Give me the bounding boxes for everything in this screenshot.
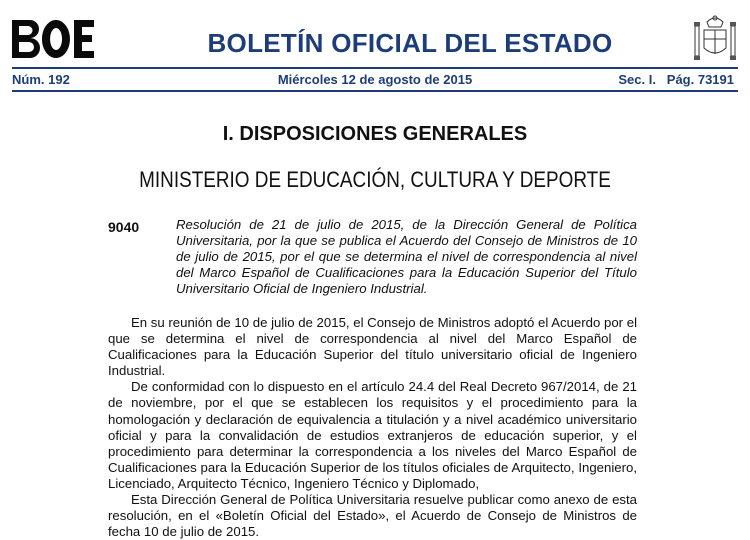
issue-number: Núm. 192 bbox=[12, 72, 70, 87]
header-rule-bottom bbox=[12, 90, 738, 92]
issue-date: Miércoles 12 de agosto de 2015 bbox=[277, 72, 473, 87]
section-page: Sec. I. Pág. 73191 bbox=[618, 72, 734, 87]
body-paragraph: De conformidad con lo dispuesto en el artículo 24.4 del Real Decreto 967/2014, de 21 de noviembre, por el que se establecen los requisitos y el procedimiento para la homologación y declaración de equivalencia a titulación y a nivel académico universitario oficial y para la convalidación de estudios extranjeros de educación superior, y el procedimiento para determinar la correspondencia a los niveles del Marco Español de Cualificaciones para la Educación Superior de los títulos oficiales de Arquitecto, Ingeniero, Licenciado, Arquitecto Técnico, Ingeniero Técnico y Diplomado, bbox=[108, 379, 637, 491]
ministry-title: MINISTERIO DE EDUCACIÓN, CULTURA Y DEPORTE bbox=[139, 167, 611, 192]
body-paragraph: En su reunión de 10 de julio de 2015, el Consejo de Ministros adoptó el Acuerdo por el que se determina el nivel de correspondencia al nivel del Marco Español de Cualificaciones para la Educación Superior del título universitario oficial de Ingeniero Industrial. bbox=[108, 315, 637, 379]
section-title: I. DISPOSICIONES GENERALES bbox=[222, 123, 528, 145]
entry-number: 9040 bbox=[108, 219, 140, 235]
body-paragraph: Esta Dirección General de Política Universitaria resuelve publicar como anexo de esta resolución, en el «Boletín Oficial del Estado», el Acuerdo de Consejo de Ministros de fecha 10 de julio de 2015. bbox=[108, 492, 637, 540]
entry-summary: Resolución de 21 de julio de 2015, de la Dirección General de Política Universitaria, por la que se publica el Acuerdo del Consejo de Ministros de 10 de julio de 2015, por el que se determina el nivel de correspondencia al nivel del Marco Español de Cualificaciones para la Educación Superior del Título Universitario Oficial de Ingeniero Industrial. bbox=[176, 217, 637, 296]
header-rule-top bbox=[12, 67, 738, 69]
entry-body bbox=[108, 315, 637, 540]
coat-of-arms-icon bbox=[692, 14, 738, 64]
gazette-title: BOLETÍN OFICIAL DEL ESTADO bbox=[207, 28, 613, 58]
